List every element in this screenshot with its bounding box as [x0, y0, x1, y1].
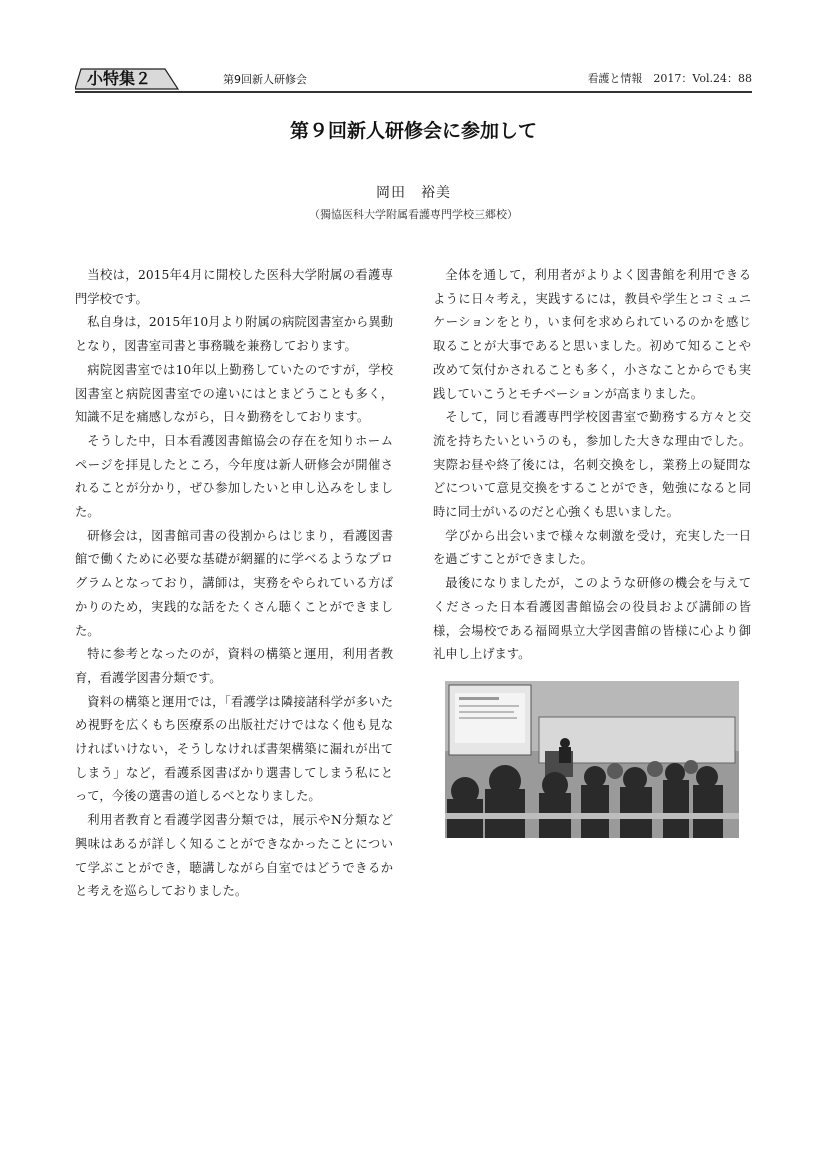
paragraph: そうした中，日本看護図書館協会の存在を知りホームページを拝見したところ，今年度は新人研修会が開催されることが分かり，ぜひ参加したいと申し込みをしました。 [75, 433, 393, 520]
paragraph: 特に参考となったのが，資料の構築と運用，利用者教育，看護学図書分類です。 [75, 647, 393, 685]
paragraph: 全体を通して，利用者がよりよく図書館を利用できるように日々考え，実践するには，教員や学生とコミュニケーションをとり，いま何を求められているのかを感じ取ることが大事であると思いました。初めて知ることや改めて気付かされることも多く，小さなことからでも実践していこうとモチベーションが高まりました。 [433, 268, 751, 401]
paragraph: そして，同じ看護専門学校図書室で勤務する方々と交流を持ちたいというのも，参加した大きな理由でした。実際お昼や終了後には，名刺交換をし，業務上の疑問などについて意見交換をすることができ，勉強になると同時に同士がいるのだと心強くも思いました。 [433, 410, 751, 520]
page-header [75, 68, 752, 92]
section-label: 第9回新人研修会 [223, 73, 307, 86]
journal-info: 看護と情報 2017：Vol.24：88 [587, 72, 752, 85]
author-name: 岡田 裕美 [376, 185, 451, 201]
paragraph: 病院図書室では10年以上勤務していたのですが，学校図書室と病院図書室での違いにはとまどうことも多く，知識不足を痛感しながら，日々勤務をしております。 [75, 362, 393, 425]
seminar-photo [445, 681, 739, 838]
body-column-left [75, 264, 393, 904]
article-title: 第９回新人研修会に参加して [289, 120, 537, 142]
author-affiliation: （獨協医科大学附属看護専門学校三郷校） [309, 208, 518, 221]
paragraph: 最後になりましたが，このような研修の機会を与えてくださった日本看護図書館協会の役員および講師の皆様，会場校である福岡県立大学図書館の皆様に心より御礼申し上げます。 [433, 576, 751, 662]
paragraph: 資料の構築と運用では，「看護学は隣接諸科学が多いため視野を広くもち医療系の出版社だけではなく他も見なければいけない，そうしなければ書架構築に漏れが出てしまう」など，看護系図書ばかり選書してしまう私にとって，今後の選書の道しるべとなりました。 [75, 694, 393, 804]
seminar-photo-illustration [445, 681, 739, 838]
paragraph: 研修会は，図書館司書の役割からはじまり，看護図書館で働くために必要な基礎が網羅的に学べるようなプログラムとなっており，講師は，実務をやられている方ばかりのため，実践的な話をたくさん聴くことができました。 [75, 528, 393, 638]
header-rule [75, 91, 752, 93]
paragraph: 私自身は，2015年10月より附属の病院図書室から異動となり，図書室司書と事務職を兼務しております。 [75, 315, 393, 354]
paragraph: 利用者教育と看護学図書分類では，展示やN分類など興味はあるが詳しく知ることができなかったことについて学ぶことができ，聴講しながら自室ではどうできるかと考えを巡らしておりました。 [75, 813, 393, 899]
paragraph: 当校は，2015年4月に開校した医科大学附属の看護専門学校です。 [75, 268, 393, 306]
body-column-right [433, 264, 751, 667]
badge-label: 小特集２ [87, 69, 152, 88]
paragraph: 学びから出会いまで様々な刺激を受け，充実した一日を過ごすことができました。 [433, 528, 751, 567]
special-feature-badge [75, 68, 179, 90]
